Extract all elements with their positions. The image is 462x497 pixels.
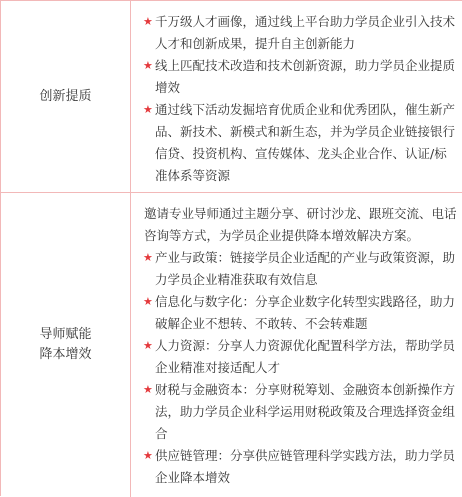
star-bullet-icon: ★ (143, 15, 153, 28)
star-bullet-icon: ★ (143, 383, 153, 396)
row-content-innovation (132, 1, 462, 192)
row-label-line: 导师赋能 (39, 327, 92, 342)
list-item: ★ 产业与政策：链接学员企业适配的产业与政策资源，助力学员企业精准获取有效信息 (144, 247, 457, 291)
star-bullet-icon: ★ (143, 251, 153, 264)
row-label-line: 降本增效 (39, 347, 92, 362)
star-bullet-icon: ★ (143, 295, 153, 308)
row-label-mentor (1, 193, 131, 497)
list-item: ★ 千万级人才画像，通过线上平台助力学员企业引入技术人才和创新成果，提升自主创新能力 (144, 11, 457, 55)
list-item: ★ 人力资源：分享人力资源优化配置科学方法，帮助学员企业精准对接适配人才 (144, 335, 457, 379)
table-row-mentor (1, 193, 462, 497)
row-label-line: 创新提质 (39, 88, 92, 104)
row-content-mentor (132, 193, 462, 497)
list-item: ★ 供应链管理：分享供应链管理科学实践方法，助力学员企业降本增效 (144, 445, 457, 489)
star-bullet-icon: ★ (143, 59, 153, 72)
list-item: ★ 财税与金融资本：分享财税筹划、金融资本创新操作方法，助力学员企业科学运用财税政策及合理选择资金组合 (144, 379, 457, 445)
star-bullet-icon: ★ (143, 103, 153, 116)
star-bullet-icon: ★ (143, 339, 153, 352)
table-row-innovation (1, 1, 462, 193)
list-item: ★ 线上匹配技术改造和技术创新资源，助力学员企业提质增效 (144, 55, 457, 99)
star-bullet-icon: ★ (143, 449, 153, 462)
row-label-innovation (1, 1, 131, 192)
list-item: ★ 信息化与数字化：分享企业数字化转型实践路径，助力破解企业不想转、不敢转、不会转难题 (144, 291, 457, 335)
list-item: ★ 通过线下活动发掘培育优质企业和优秀团队，催生新产品、新技术、新模式和新生态，并为学员企业链接银行信贷、投资机构、宣传媒体、龙头企业合作、认证/标准体系等资源 (144, 99, 457, 187)
intro-text: 邀请专业导师通过主题分享、研讨沙龙、跟班交流、电话咨询等方式，为学员企业提供降本增效解决方案。 (144, 206, 457, 243)
